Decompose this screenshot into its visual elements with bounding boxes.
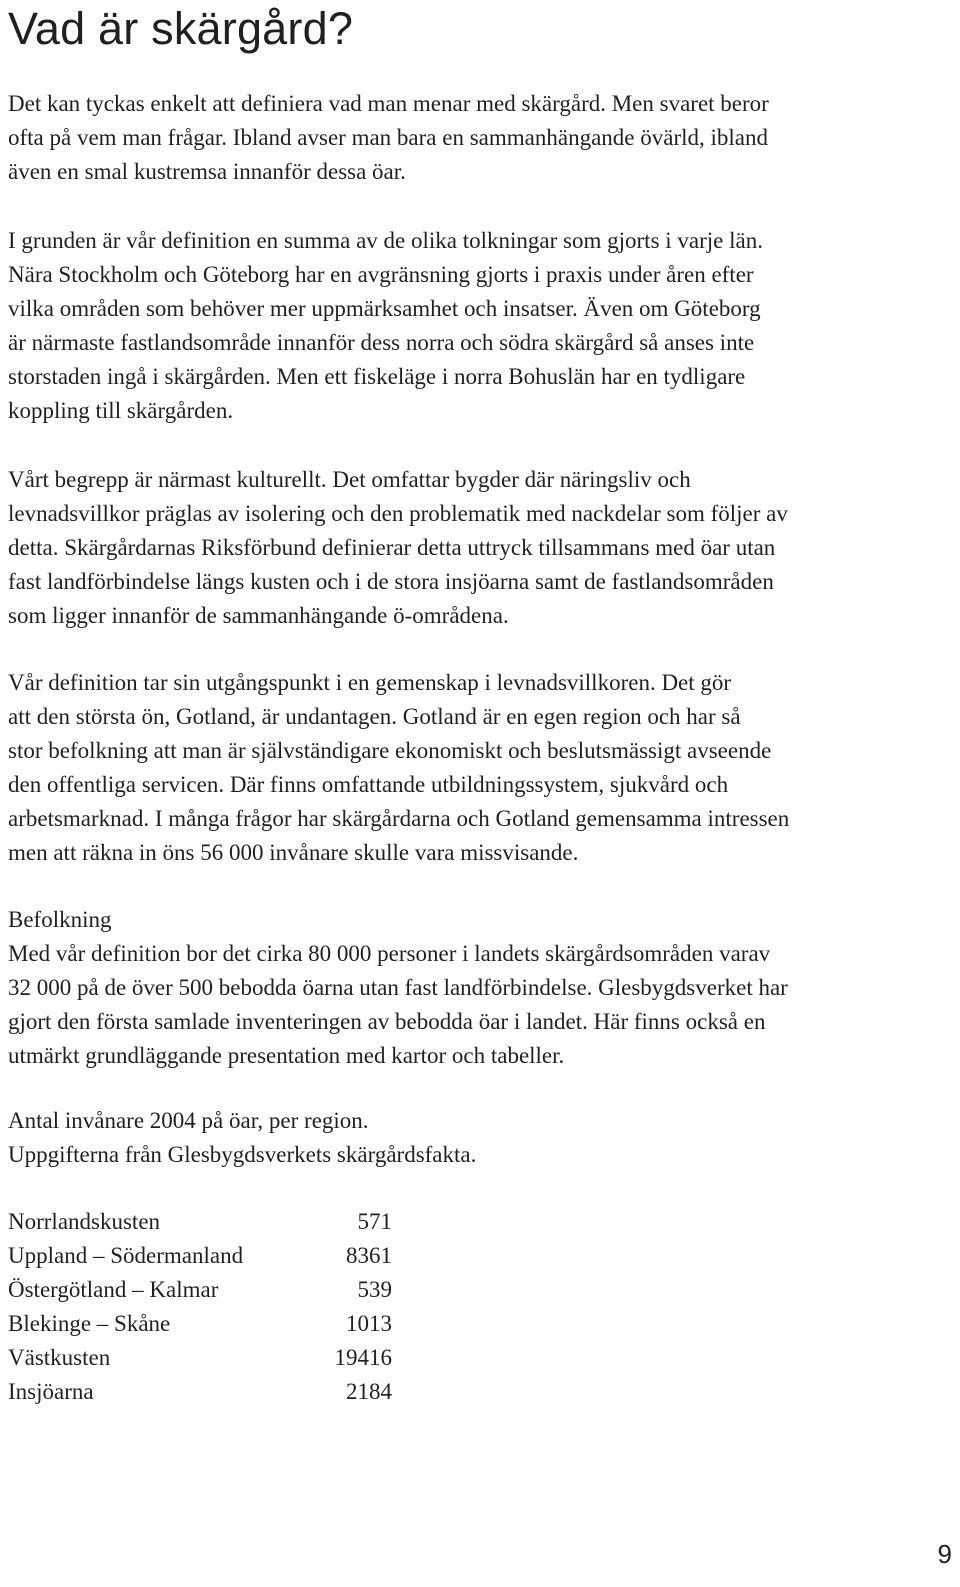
text-line: fast landförbindelse längs kusten och i de stora insjöarna samt de fastlandsområden: [8, 569, 774, 594]
text-line: Det kan tyckas enkelt att definiera vad man menar med skärgård. Men svaret beror: [8, 91, 769, 116]
page-title: Vad är skärgård?: [8, 3, 354, 54]
region-value: 8361: [346, 1243, 392, 1268]
text-line: utmärkt grundläggande presentation med kartor och tabeller.: [8, 1043, 565, 1068]
text-line: ofta på vem man frågar. Ibland avser man bara en sammanhängande övärld, ibland: [8, 125, 768, 150]
text-line: den offentliga servicen. Där finns omfattande utbildningssystem, sjukvård och: [8, 772, 729, 797]
region-name: Västkusten: [8, 1345, 111, 1370]
text-line: storstaden ingå i skärgården. Men ett fiskeläge i norra Bohuslän har en tydligare: [8, 364, 746, 389]
paragraph-gotland: [8, 666, 958, 870]
text-line: att den största ön, Gotland, är undantagen. Gotland är en egen region och har så: [8, 704, 741, 729]
region-value: 19416: [334, 1345, 392, 1370]
text-line: detta. Skärgårdarnas Riksförbund definierar detta uttryck tillsammans med öar utan: [8, 535, 776, 560]
region-name: Blekinge – Skåne: [8, 1311, 171, 1336]
table-row: [8, 1375, 392, 1409]
region-name: Östergötland – Kalmar: [8, 1277, 219, 1302]
paragraph-population: [8, 903, 958, 1073]
text-line: Nära Stockholm och Göteborg har en avgränsning gjorts i praxis under åren efter: [8, 262, 754, 287]
text-line: men att räkna in öns 56 000 invånare skulle vara missvisande.: [8, 840, 579, 865]
text-line: I grunden är vår definition en summa av de olika tolkningar som gjorts i varje län.: [8, 228, 763, 253]
table-caption: [8, 1104, 958, 1172]
table-row: [8, 1307, 392, 1341]
text-line: 32 000 på de över 500 bebodda öarna utan fast landförbindelse. Glesbygdsverket har: [8, 975, 788, 1000]
region-population-table: [8, 1205, 392, 1409]
paragraph-definition: [8, 224, 958, 428]
text-line: arbetsmarknad. I många frågor har skärgårdarna och Gotland gemensamma intressen: [8, 806, 790, 831]
paragraph-concept: [8, 463, 958, 633]
text-line: levnadsvillkor präglas av isolering och den problematik med nackdelar som följer av: [8, 501, 788, 526]
text-line: Vårt begrepp är närmast kulturellt. Det omfattar bygder där näringsliv och: [8, 467, 691, 492]
region-value: 571: [357, 1209, 392, 1234]
region-name: Norrlandskusten: [8, 1209, 161, 1234]
paragraph-intro: [8, 87, 958, 189]
text-line: stor befolkning att man är självständigare ekonomiskt och beslutsmässigt avseende: [8, 738, 772, 763]
text-line: Antal invånare 2004 på öar, per region.: [8, 1108, 369, 1133]
text-line: som ligger innanför de sammanhängande ö-områdena.: [8, 603, 509, 628]
table-row: [8, 1205, 392, 1239]
text-line: Med vår definition bor det cirka 80 000 personer i landets skärgårdsområden varav: [8, 941, 771, 966]
table-row: [8, 1341, 392, 1375]
table-row: [8, 1273, 392, 1307]
page-number: 9: [937, 1539, 952, 1569]
text-line: koppling till skärgården.: [8, 398, 234, 423]
text-line: även en smal kustremsa innanför dessa öar.: [8, 159, 406, 184]
text-line: Uppgifterna från Glesbygdsverkets skärgårdsfakta.: [8, 1142, 477, 1167]
region-name: Insjöarna: [8, 1379, 94, 1404]
text-line: gjort den första samlade inventeringen av bebodda öar i landet. Här finns också en: [8, 1009, 766, 1034]
table-row: [8, 1239, 392, 1273]
region-value: 2184: [346, 1379, 392, 1404]
region-value: 1013: [346, 1311, 392, 1336]
text-line: vilka områden som behöver mer uppmärksamhet och insatser. Även om Göteborg: [8, 296, 761, 321]
section-heading: Befolkning: [8, 907, 112, 932]
region-name: Uppland – Södermanland: [8, 1243, 244, 1268]
text-line: Vår definition tar sin utgångspunkt i en gemenskap i levnadsvillkoren. Det gör: [8, 670, 732, 695]
text-line: är närmaste fastlandsområde innanför dess norra och södra skärgård så anses inte: [8, 330, 755, 355]
region-value: 539: [357, 1277, 392, 1302]
